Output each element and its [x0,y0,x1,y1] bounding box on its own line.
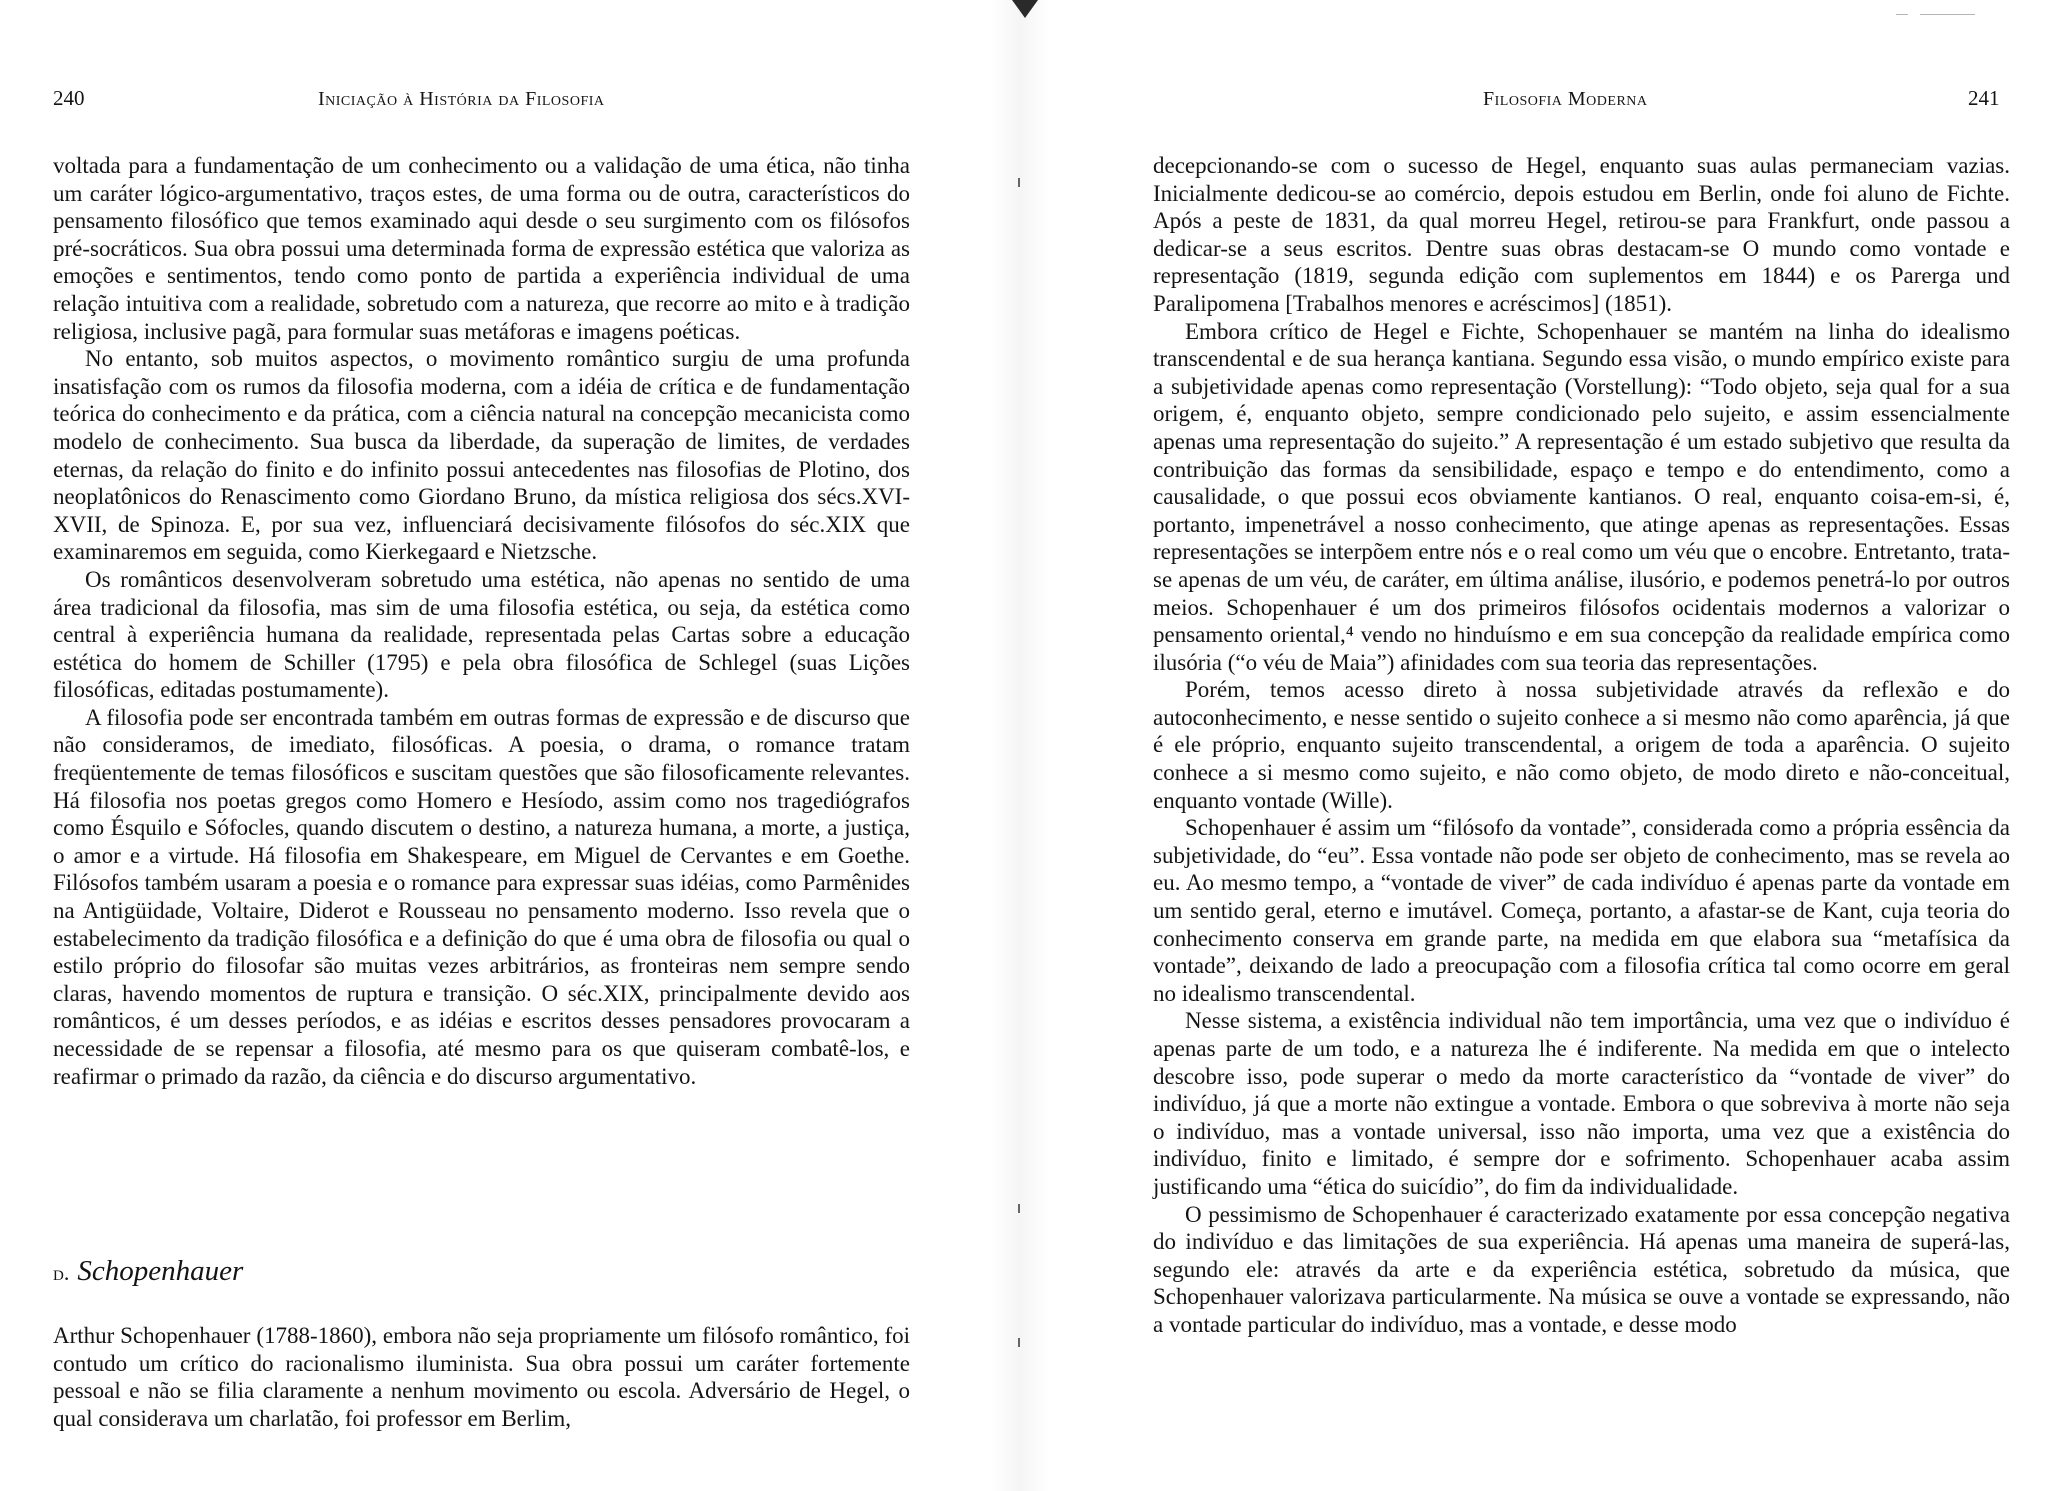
body-text [53,152,910,1090]
section-title: Schopenhauer [77,1255,244,1287]
page-number: 241 [1968,86,2000,110]
left-page [0,0,1010,1491]
body-text [1153,152,2010,1339]
paragraph: voltada para a fundamentação de um conhecimento ou a validação de uma ética, não tinha um caráter lógico-argumentativo, traços estes, de uma forma ou de outra, característicos do pensamento filosófico que temos examinado aqui desde o seu surgimento com os filósofos pré-socráticos. Sua obra possui uma determinada forma de expressão estética que valoriza as emoções e sentimentos, tendo como ponto de partida a experiência individual de uma relação intuitiva com a realidade, sobretudo com a natureza, que recorre ao mito e à tradição religiosa, inclusive pagã, para formular suas metáforas e imagens poéticas. [53,153,910,344]
paragraph: No entanto, sob muitos aspectos, o movimento romântico surgiu de uma profunda insatisfação com os rumos da filosofia moderna, com a idéia de crítica e de fundamentação teórica do conhecimento e da prática, com a ciência natural na concepção mecanicista como modelo de conhecimento. Sua busca da liberdade, da superação de limites, de verdades eternas, da relação do finito e do infinito possui antecedentes nas filosofias de Plotino, dos neoplatônicos do Renascimento como Giordano Bruno, da mística religiosa dos sécs.XVI-XVII, de Spinoza. E, por sua vez, influenciará decisivamente filósofos do séc.XIX que examinaremos em seguida, como Kierkegaard e Nietzsche. [53,346,910,565]
section-letter: d. [53,1260,70,1285]
paragraph: Arthur Schopenhauer (1788-1860), embora não seja propriamente um filósofo romântico, foi contudo um crítico do racionalismo iluminista. Sua obra possui um caráter fortemente pessoal e não se filia claramente a nenhum movimento ou escola. Adversário de Hegel, o qual considerava um charlatão, foi professor em Berlim, [53,1323,910,1431]
page-number: 240 [53,86,85,110]
paragraph: Embora crítico de Hegel e Fichte, Schopenhauer se mantém na linha do idealismo transcendental e de sua herança kantiana. Segundo essa visão, o mundo empírico existe para a subjetividade apenas como representação (Vorstellung): “Todo objeto, seja qual for a sua origem, é, enquanto objeto, sempre condicionado pelo sujeito, e assim essencialmente apenas uma representação do sujeito.” A representação é um estado subjetivo que resulta da contribuição das formas da sensibilidade, espaço e tempo e do entendimento, como a causalidade, o que possui ecos obviamente kantianos. O real, enquanto coisa-em-si, é, portanto, impenetrável a nosso conhecimento, que atinge apenas as representações. Essas representações se interpõem entre nós e o real como um véu que o encobre. Entretanto, trata-se apenas de um véu, de caráter, em última análise, ilusório, e podemos penetrá-lo por outros meios. Schopenhauer é um dos primeiros filósofos ocidentais modernos a valorizar o pensamento oriental,⁴ vendo no hinduísmo e em sua concepção da realidade empírica como ilusória (“o véu de Maia”) afinidades com sua teoria das representações. [1153,318,2010,675]
running-head: Iniciação à História da Filosofia [318,88,605,110]
paragraph: A filosofia pode ser encontrada também em outras formas de expressão e de discurso que não consideramos, de imediato, filosóficas. A poesia, o drama, o romance tratam freqüentemente de temas filosóficos e suscitam questões que são filosoficamente relevantes. Há filosofia nos poetas gregos como Homero e Hesíodo, assim como nos tragediógrafos como Ésquilo e Sófocles, quando discutem o destino, a natureza humana, a morte, a justiça, o amor e a virtude. Há filosofia em Shakespeare, em Miguel de Cervantes e em Goethe. Filósofos também usaram a poesia e o romance para expressar suas idéias, como Parmênides na Antigüidade, Voltaire, Diderot e Rousseau no pensamento moderno. Isso revela que o estabelecimento da tradição filosófica e a definição do que é uma obra de filosofia ou qual o estilo próprio do filosofar são muitas vezes arbitrários, as fronteiras nem sempre sendo claras, havendo momentos de ruptura e transição. O séc.XIX, principalmente devido aos românticos, é um desses períodos, e as idéias e escritos desses pensadores provocaram a necessidade de se repensar a filosofia, até mesmo para os que quiseram combatê-los, e reafirmar o primado da razão, da ciência e do discurso argumentativo. [53,704,910,1089]
paragraph: Os românticos desenvolveram sobretudo uma estética, não apenas no sentido de uma área tradicional da filosofia, mas sim de uma filosofia estética, ou seja, da estética como central à experiência humana da realidade, representada pelas Cartas sobre a educação estética do homem de Schiller (1795) e pela obra filosófica de Schlegel (suas Lições filosóficas, editadas postumamente). [53,566,910,703]
body-text-after-section [53,1322,910,1432]
section-heading [53,1255,243,1288]
paragraph: decepcionando-se com o sucesso de Hegel, enquanto suas aulas permaneciam vazias. Inicialmente dedicou-se ao comércio, depois estudou em Berlin, onde foi aluno de Fichte. Após a peste de 1831, da qual morreu Hegel, retirou-se para Frankfurt, onde passou a dedicar-se a seus escritos. Dentre suas obras destacam-se O mundo como vontade e representação (1819, segunda edição com suplementos em 1844) e os Parerga und Paralipomena [Trabalhos menores e acréscimos] (1851). [1153,153,2010,316]
right-page [1010,0,2048,1491]
paragraph: Schopenhauer é assim um “filósofo da vontade”, considerada como a própria essência da subjetividade, do “eu”. Essa vontade não pode ser objeto de conhecimento, mas se revela ao eu. Ao mesmo tempo, a “vontade de viver” de cada indivíduo é apenas parte da vontade em um sentido geral, eterno e imutável. Começa, portanto, a afastar-se de Kant, cuja teoria do conhecimento conserva em grande parte, na medida em que elabora sua “metafísica da vontade”, deixando de lado a preocupação com a filosofia crítica tal como ocorre em geral no idealismo transcendental. [1153,815,2010,1006]
paragraph: O pessimismo de Schopenhauer é caracterizado exatamente por essa concepção negativa do indivíduo e das limitações de sua experiência. Há apenas uma maneira de superá-las, segundo ele: através da arte e da experiência estética, sobretudo da música, que Schopenhauer valorizava particularmente. Na música se ouve a vontade se expressando, não a vontade particular do indivíduo, mas a vontade, e desse modo [1153,1201,2010,1337]
paragraph: Nesse sistema, a existência individual não tem importância, uma vez que o indivíduo é apenas parte de um todo, e a natureza lhe é indiferente. Na medida em que o intelecto descobre isso, pode superar o medo da morte característico da “vontade de viver” do indivíduo, já que a morte não extingue a vontade. Embora o que sobreviva à morte não seja o indivíduo, mas a vontade universal, isso não importa, uma vez que a existência do indivíduo, finito e limitado, é sempre dor e sofrimento. Schopenhauer acaba assim justificando uma “ética do suicídio”, do fim da individualidade. [1153,1008,2010,1199]
running-head: Filosofia Moderna [1483,88,1648,110]
paragraph: Porém, temos acesso direto à nossa subjetividade através da reflexão e do autoconhecimento, e nesse sentido o sujeito conhece a si mesmo não como aparência, já que é ele próprio, enquanto sujeito transcendental, a origem de toda a aparência. O sujeito conhece a si mesmo como sujeito, e não como objeto, de modo direto e não-conceitual, enquanto vontade (Wille). [1153,677,2010,813]
